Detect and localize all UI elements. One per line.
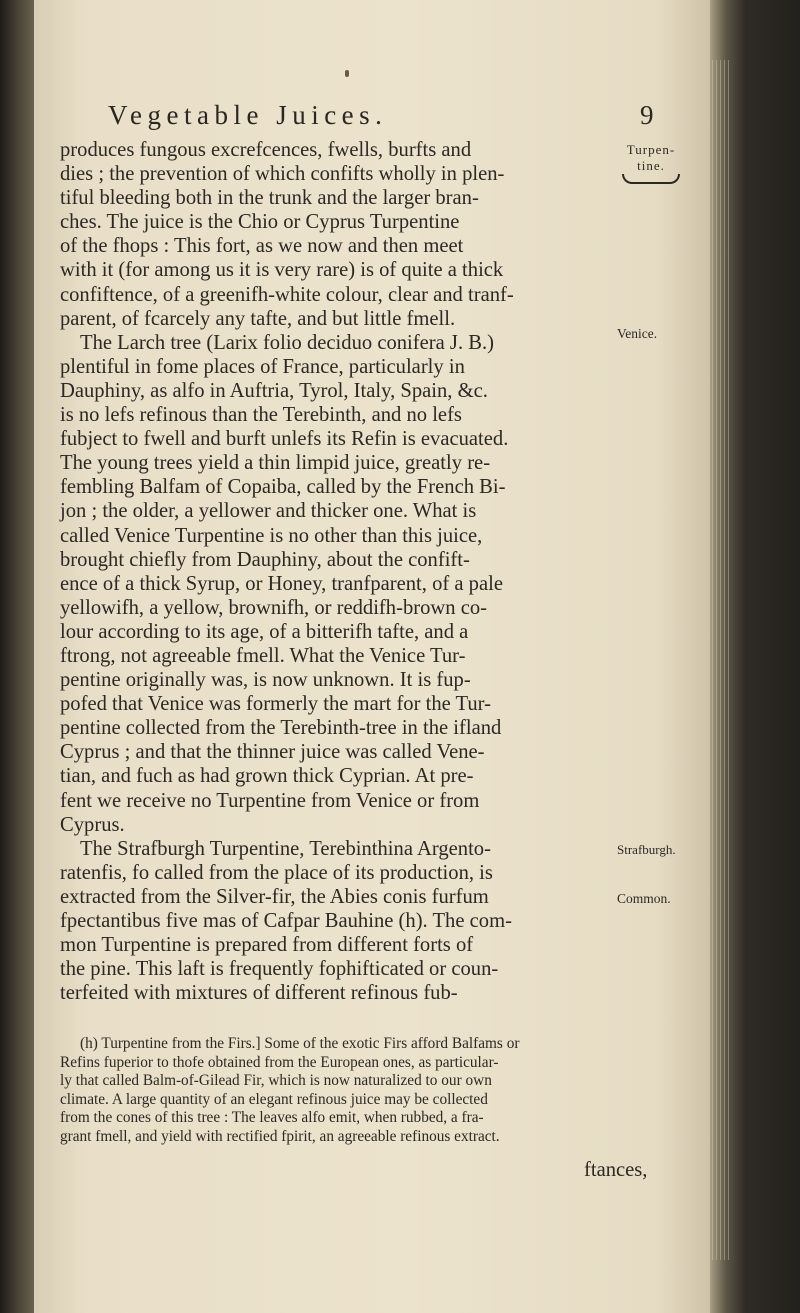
body-line: confiftence, of a greenifh-white colour, clear and tranf-	[60, 283, 514, 306]
ink-mark	[345, 70, 349, 77]
body-line: lour according to its age, of a bitterifh tafte, and a	[60, 620, 469, 643]
footnote-line: (h) Turpentine from the Firs.] Some of the exotic Firs afford Balfams or	[80, 1035, 520, 1052]
footnote-line: grant fmell, and yield with rectified fpirit, an agreeable refinous extract.	[60, 1127, 500, 1145]
footnote-line: ly that called Balm-of-Gilead Fir, which is now naturalized to our own	[60, 1072, 492, 1089]
body-line: Dauphiny, as alfo in Auftria, Tyrol, Italy, Spain, &c.	[60, 379, 488, 402]
page-edges	[712, 60, 732, 1260]
body-line: tian, and fuch as had grown thick Cyprian. At pre-	[60, 765, 474, 788]
body-line: The young trees yield a thin limpid juice, greatly re-	[60, 452, 491, 475]
body-line: ence of a thick Syrup, or Honey, tranfparent, of a pale	[60, 572, 503, 595]
body-line: the pine. This laft is frequently fophifticated or coun-	[60, 958, 499, 981]
book-binding-left	[0, 0, 34, 1313]
page-number: 9	[640, 100, 654, 130]
footnote-line: climate. A large quantity of an elegant refinous juice may be collected	[60, 1090, 488, 1108]
body-line: ches. The juice is the Chio or Cyprus Turpentine	[60, 211, 460, 234]
body-line: ratenfis, fo called from the place of its production, is	[60, 861, 493, 884]
body-line: brought chiefly from Dauphiny, about the confift-	[60, 548, 470, 571]
body-line: parent, of fcarcely any tafte, and but little fmell.	[60, 307, 456, 330]
body-line: fubject to fwell and burft unlefs its Refin is evacuated.	[60, 428, 509, 451]
body-line: tiful bleeding both in the trunk and the larger bran-	[60, 187, 479, 210]
body-line: pentine originally was, is now unknown. It is fup-	[60, 669, 471, 692]
body-line: dies ; the prevention of which confifts wholly in plen-	[60, 163, 505, 186]
catchword: ftances,	[584, 1159, 648, 1181]
margin-note-turpentine-line1: Turpen-	[626, 142, 676, 157]
margin-note-venice: Venice.	[617, 326, 658, 341]
footnote	[60, 1035, 670, 1146]
body-line: called Venice Turpentine is no other than this juice,	[60, 524, 483, 547]
body-line: plentiful in fome places of France, particularly in	[60, 355, 465, 378]
body-line: yellowifh, a yellow, brownifh, or reddifh-brown co-	[60, 596, 488, 619]
body-line: mon Turpentine is prepared from different forts of	[60, 934, 474, 957]
body-line: ftrong, not agreeable fmell. What the Venice Tur-	[60, 644, 466, 667]
margin-note-common: Common.	[617, 891, 671, 906]
body-line: fent we receive no Turpentine from Venice or from	[60, 789, 480, 812]
footnote-line: from the cones of this tree : The leaves alfo emit, when rubbed, a fra-	[60, 1109, 484, 1126]
margin-note-strasburgh: Strafburgh.	[617, 842, 676, 857]
body-line: extracted from the Silver-fir, the Abies conis furfum	[60, 885, 489, 908]
body-line: produces fungous excrefcences, fwells, burfts and	[60, 139, 472, 161]
body-line: Cyprus.	[60, 813, 125, 836]
brace-mark	[622, 174, 680, 184]
running-head: Vegetable Juices.	[108, 100, 388, 130]
margin-note-turpentine-line2: tine.	[637, 158, 665, 173]
body-text	[60, 138, 620, 1005]
body-line: jon ; the older, a yellower and thicker one. What is	[60, 500, 477, 523]
body-line: terfeited with mixtures of different refinous fub-	[60, 982, 458, 1005]
body-line: Cyprus ; and that the thinner juice was called Vene-	[60, 741, 485, 764]
body-line: pentine collected from the Terebinth-tree in the ifland	[60, 717, 502, 740]
footnote-line: Refins fuperior to thofe obtained from the European ones, as particular-	[60, 1053, 499, 1071]
margin-note-turpentine	[622, 142, 680, 184]
body-line: fembling Balfam of Copaiba, called by the French Bi-	[60, 476, 506, 499]
body-line: is no lefs refinous than the Terebinth, and no lefs	[60, 404, 462, 427]
body-line: fpectantibus five mas of Cafpar Bauhine (h). The com-	[60, 910, 512, 932]
body-line: The Strafburgh Turpentine, Terebinthina Argento-	[80, 837, 491, 860]
body-line: pofed that Venice was formerly the mart for the Tur-	[60, 693, 491, 716]
body-line: with it (for among us it is very rare) is of quite a thick	[60, 259, 504, 282]
body-line: of the fhops : This fort, as we now and then meet	[60, 235, 464, 258]
body-line: The Larch tree (Larix folio deciduo conifera J. B.)	[80, 331, 494, 354]
